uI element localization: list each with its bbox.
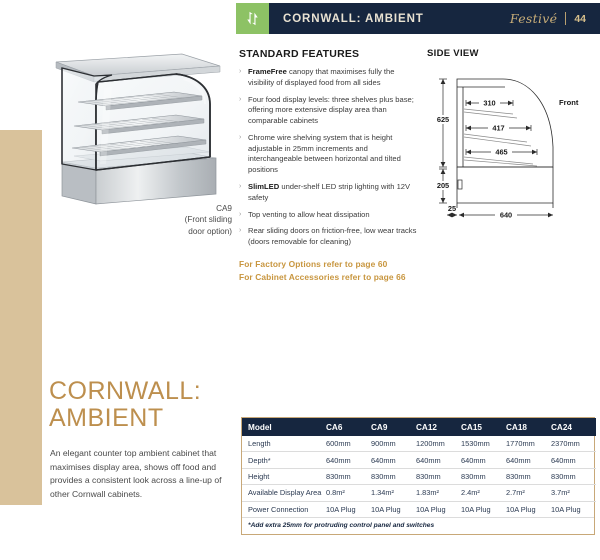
cell: 10A Plug: [326, 504, 356, 514]
cell: 1.83m²: [416, 488, 440, 498]
cell: 830mm: [461, 471, 486, 481]
bullet-icon: ›: [239, 227, 242, 235]
cell: 1530mm: [461, 439, 490, 449]
standard-features-section: [239, 48, 421, 284]
side-view-heading: SIDE VIEW: [427, 48, 479, 59]
bullet-icon: ›: [239, 133, 242, 141]
svg-text:465: 465: [495, 147, 508, 157]
table-row: [242, 485, 596, 501]
feature-text: Four food display levels: three shelves plus base; offering more extensive display area than comparable cabinets: [248, 94, 414, 126]
table-row: [242, 452, 596, 468]
cell: 3.7m²: [551, 488, 570, 498]
svg-text:Front: Front: [559, 98, 579, 107]
feature-item: [239, 133, 421, 176]
cell: 640mm: [506, 455, 531, 465]
feature-item: [239, 226, 421, 248]
side-view-drawing: [427, 61, 595, 226]
cell: 2.4m²: [461, 488, 480, 498]
column-header: CA9: [371, 418, 416, 436]
cross-reference-links: [239, 258, 421, 284]
bullet-icon: ›: [239, 183, 242, 191]
feature-strong: SlimLED: [248, 182, 280, 192]
table-row: [242, 468, 596, 484]
cell: 10A Plug: [551, 504, 581, 514]
product-description: An elegant counter top ambient cabinet that maximises display area, shows off food and provides a consistent look across a line-up of other Cornwall cabinets.: [50, 448, 222, 499]
svg-text:205: 205: [436, 181, 450, 190]
row-label: Power Connection: [248, 504, 309, 514]
product-caption-note-2: door option): [188, 226, 232, 236]
svg-text:640: 640: [499, 210, 513, 220]
column-header: CA15: [461, 418, 506, 436]
column-header: CA18: [506, 418, 551, 436]
cell: 830mm: [326, 471, 351, 481]
feature-text: canopy that maximises fully the visibility of displayed food from all sides: [248, 67, 395, 87]
bullet-icon: ›: [239, 210, 242, 218]
row-label: Height: [248, 471, 270, 481]
bullet-icon: ›: [239, 68, 242, 75]
row-label: Depth*: [248, 455, 271, 465]
cell: 1.34m²: [371, 488, 395, 498]
column-header: CA6: [326, 418, 371, 436]
svg-text:25: 25: [447, 204, 457, 213]
svg-text:625: 625: [436, 115, 450, 124]
feature-item: [239, 210, 421, 221]
cell: 830mm: [371, 471, 396, 481]
cell: 10A Plug: [371, 504, 401, 514]
row-label: Length: [248, 439, 271, 449]
cell: 640mm: [416, 455, 441, 465]
cell: 830mm: [506, 471, 531, 481]
svg-text:417: 417: [492, 123, 505, 133]
specifications-table: [242, 418, 596, 517]
product-image: [34, 44, 234, 206]
table-footnote: *Add extra 25mm for protruding control panel and switches: [242, 517, 594, 534]
airflow-circulation-icon: [236, 3, 269, 34]
cell: 640mm: [326, 455, 351, 465]
header-divider: [565, 12, 566, 25]
page-number: 44: [574, 12, 586, 25]
cell: 2.7m²: [506, 488, 525, 498]
table-row: [242, 501, 596, 517]
bullet-icon: ›: [239, 95, 242, 103]
cell: 0.8m²: [326, 488, 345, 498]
product-caption-model: CA9: [216, 204, 232, 213]
features-list: [239, 67, 421, 248]
cell: 10A Plug: [416, 504, 446, 514]
specifications-table-container: [241, 417, 595, 535]
cell: 2370mm: [551, 439, 580, 449]
product-caption: [120, 203, 232, 237]
svg-text:310: 310: [483, 98, 496, 108]
cell: 640mm: [461, 455, 486, 465]
feature-text: under-shelf LED strip lighting with 12V safety: [248, 182, 411, 202]
feature-item: [239, 67, 421, 89]
page-title-line-1: CORNWALL:: [49, 377, 202, 405]
cell: 900mm: [371, 439, 396, 449]
feature-text: Chrome wire shelving system that is height adjustable in 25mm increments and interchangeable between horizontal and tilted positions: [248, 132, 401, 175]
factory-options-link[interactable]: For Factory Options refer to page 60: [239, 258, 388, 269]
feature-strong: FrameFree: [248, 67, 287, 76]
cell: 830mm: [551, 471, 576, 481]
features-heading: STANDARD FEATURES: [239, 48, 360, 60]
brand-logo: Festivé: [509, 11, 558, 26]
feature-item: [239, 95, 421, 127]
cell: 640mm: [551, 455, 576, 465]
page-title: [49, 378, 201, 432]
cabinet-accessories-link[interactable]: For Cabinet Accessories refer to page 66: [239, 271, 406, 282]
cell: 640mm: [371, 455, 396, 465]
cell: 1200mm: [416, 439, 445, 449]
column-header: CA24: [551, 418, 596, 436]
feature-text: Top venting to allow heat dissipation: [248, 209, 370, 219]
cell: 10A Plug: [461, 504, 491, 514]
cell: 10A Plug: [506, 504, 536, 514]
product-caption-note-1: (Front sliding: [184, 215, 232, 225]
side-view-section: [427, 48, 595, 228]
table-row: [242, 436, 596, 452]
feature-item: [239, 182, 421, 204]
cell: 830mm: [416, 471, 441, 481]
page-title-line-2: AMBIENT: [49, 404, 164, 432]
page-header-bar: [236, 3, 600, 34]
cell: 1770mm: [506, 439, 535, 449]
header-title: CORNWALL: AMBIENT: [283, 12, 424, 25]
feature-text: Rear sliding doors on friction-free, low wear tracks (doors removable for cleaning): [248, 226, 417, 247]
cell: 600mm: [326, 439, 351, 449]
row-label: Available Display Area: [248, 488, 322, 498]
column-header: CA12: [416, 418, 461, 436]
table-header-row: [242, 418, 596, 436]
header-right-group: [510, 11, 600, 26]
column-header: Model: [242, 418, 326, 436]
